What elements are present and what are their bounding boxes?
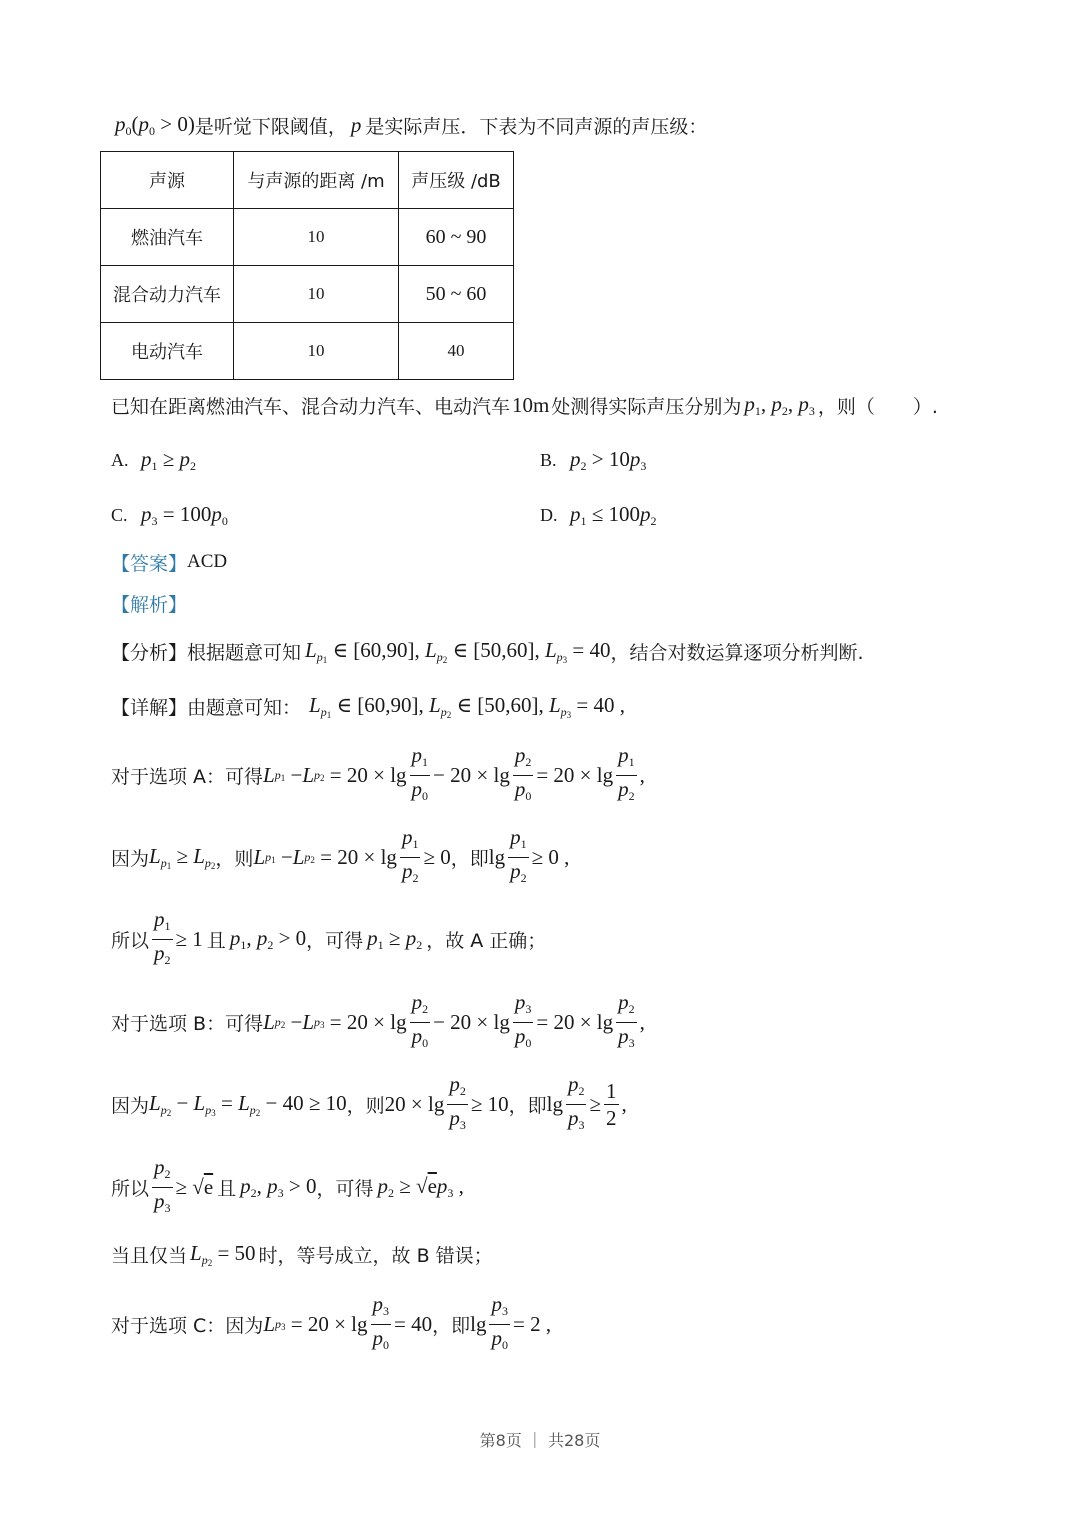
analysis-label: 【解析】	[111, 593, 188, 616]
text: ，即	[450, 847, 489, 870]
answer-line	[111, 548, 227, 576]
table-row	[101, 266, 514, 323]
text: 所以	[111, 929, 150, 952]
analysis-label-line	[111, 589, 187, 617]
math-expr: $L_{p_2} - L_{p_3} = L_{p_2} - 40 \ge 10$	[149, 1090, 347, 1118]
option-label: D.	[540, 504, 558, 525]
math-expr: $p_1$, $p_2 > 0$	[229, 925, 307, 952]
option-label: C.	[111, 504, 128, 525]
intro-text-2: 是实际声压．下表为不同声源的声压级：	[365, 115, 708, 138]
text: ，可得	[306, 929, 364, 952]
option-b-line-2	[111, 1071, 627, 1132]
question-line	[111, 390, 938, 420]
table-cell: 10	[234, 323, 399, 380]
text: ，可得	[316, 1177, 374, 1200]
text: 因为	[111, 847, 150, 870]
math-expr: 20 × lg $\frac{p_2}{p_3}$ ≥ 10	[384, 1071, 509, 1132]
table-cell: 电动汽车	[101, 323, 234, 380]
text: ，即	[432, 1314, 471, 1337]
text: 所以	[111, 1177, 150, 1200]
math-expr: $\frac{p_1}{p_2}$ ≥ 1	[154, 906, 203, 967]
option-label: B.	[540, 449, 557, 470]
math-expr: $\frac{p_2}{p_3}$ ≥ √ e	[154, 1154, 214, 1215]
table-header: 声源	[101, 152, 234, 209]
option-expr: $p_3 = 100p_0$	[141, 501, 228, 528]
option-b	[540, 445, 646, 475]
math-expr: lg $\frac{p_1}{p_2}$ ≥ 0 ,	[488, 824, 570, 885]
option-b-line-4	[111, 1238, 493, 1270]
question-vars: $p_1$, $p_2$, $p_3$	[744, 391, 815, 418]
math-expr: $L_{p_1} \ge L_{p_2}$	[149, 843, 216, 871]
intro-line	[115, 110, 707, 140]
fenxi-label: 【分析】	[111, 641, 188, 664]
option-b-line-3	[111, 1154, 464, 1215]
xiangjie-label: 【详解】	[111, 696, 188, 719]
option-label: A.	[111, 449, 129, 470]
math-expr: L $p_3$ = 20 × lg $\frac{p_3}{p_0}$ = 40	[263, 1291, 433, 1352]
option-a-line-2	[111, 824, 570, 885]
sound-level-table	[100, 151, 514, 380]
table-header: 与声源的距离 /m	[234, 152, 399, 209]
p0-symbol: $p_0$	[115, 111, 132, 138]
table-header-row	[101, 152, 514, 209]
table-row	[101, 209, 514, 266]
text: 因为	[111, 1094, 150, 1117]
option-c-line-1	[111, 1291, 552, 1352]
math-expr: lg $\frac{p_2}{p_3}$ ≥ $\frac{1}{2}$ ,	[546, 1071, 627, 1132]
text: 且	[206, 929, 226, 952]
text: ，故 A 正确；	[426, 929, 547, 952]
option-expr: $p_1 \le 100p_2$	[570, 501, 657, 528]
answer-value: ACD	[187, 551, 228, 572]
text: 当且仅当	[111, 1244, 188, 1267]
text: ，则	[215, 847, 254, 870]
table-cell: 50 ~ 60	[399, 266, 514, 323]
math-expr: $L_{p_2} = 50$	[190, 1240, 256, 1268]
p-symbol: p	[350, 112, 362, 137]
answer-label: 【答案】	[111, 552, 188, 575]
xiangjie-text: 由题意可知：	[187, 696, 302, 719]
text: 时，等号成立，故 B 错误；	[258, 1244, 493, 1267]
page-footer: 第8页 ｜ 共28页	[479, 1431, 601, 1450]
p0-condition: $(p_0 > 0)$	[131, 111, 195, 138]
option-a-line-1	[111, 742, 645, 803]
table-cell: 10	[234, 266, 399, 323]
option-expr: $p_1 \ge p_2$	[141, 446, 197, 473]
fenxi-line	[111, 635, 864, 667]
option-d	[540, 500, 657, 530]
math-expr: $p_2$, $p_3 > 0$	[240, 1173, 317, 1200]
question-distance: 10m	[512, 392, 550, 417]
option-expr: $p_2 > 10p_3$	[570, 446, 647, 473]
option-a	[111, 445, 196, 475]
table-cell: 10	[234, 209, 399, 266]
table-row	[101, 323, 514, 380]
table-cell: 60 ~ 90	[399, 209, 514, 266]
text: 对于选项 B：可得	[111, 1012, 264, 1035]
fenxi-text-1: 根据题意可知	[187, 641, 302, 664]
question-text-1: 已知在距离燃油汽车、混合动力汽车、电动汽车	[111, 395, 511, 418]
math-expr: L $p_2$ − L $p_3$ = 20 × lg $\frac{p_2}{p_0}$ − 20 × lg $\frac{p_3}{p_0}$ = 20 × lg $\frac{p_2}{p_3}$ ,	[263, 989, 645, 1050]
table-header: 声压级 /dB	[399, 152, 514, 209]
fenxi-expr: $L_{p_1}$ ∈ [60,90], $L_{p_2}$ ∈ [50,60], $L_{p_3} = 40$	[305, 637, 611, 665]
text: ，则	[346, 1094, 385, 1117]
fenxi-text-2: ，结合对数运算逐项分析判断.	[610, 641, 864, 664]
table-cell: 混合动力汽车	[101, 266, 234, 323]
intro-text-1: 是听觉下限阈值，	[194, 115, 347, 138]
text: 对于选项 C：因为	[111, 1314, 264, 1337]
question-text-3: ，则（ ）.	[817, 395, 938, 418]
text: 且	[217, 1177, 237, 1200]
option-a-line-3	[111, 906, 547, 967]
xiangjie-line	[111, 690, 625, 722]
option-b-line-1	[111, 989, 645, 1050]
question-text-2: 处测得实际声压分别为	[551, 395, 742, 418]
option-c	[111, 500, 228, 530]
math-expr: L $p_1$ − L $p_2$ = 20 × lg $\frac{p_1}{p_0}$ − 20 × lg $\frac{p_2}{p_0}$ = 20 × lg $\frac{p_1}{p_2}$ ,	[263, 742, 645, 803]
text: 对于选项 A：可得	[111, 765, 264, 788]
math-expr: lg $\frac{p_3}{p_0}$ = 2 ,	[470, 1291, 552, 1352]
math-expr: $p_2 \ge √ep_3$ ,	[377, 1173, 464, 1200]
math-expr: L $p_1$ − L $p_2$ = 20 × lg $\frac{p_1}{p_2}$ ≥ 0	[253, 824, 451, 885]
math-expr: $p_1 \ge p_2$	[367, 925, 423, 952]
text: ，即	[508, 1094, 547, 1117]
table-cell: 40	[399, 323, 514, 380]
table-cell: 燃油汽车	[101, 209, 234, 266]
xiangjie-expr: $L_{p_1}$ ∈ [60,90], $L_{p_2}$ ∈ [50,60], $L_{p_3} = 40$ ,	[309, 692, 625, 720]
